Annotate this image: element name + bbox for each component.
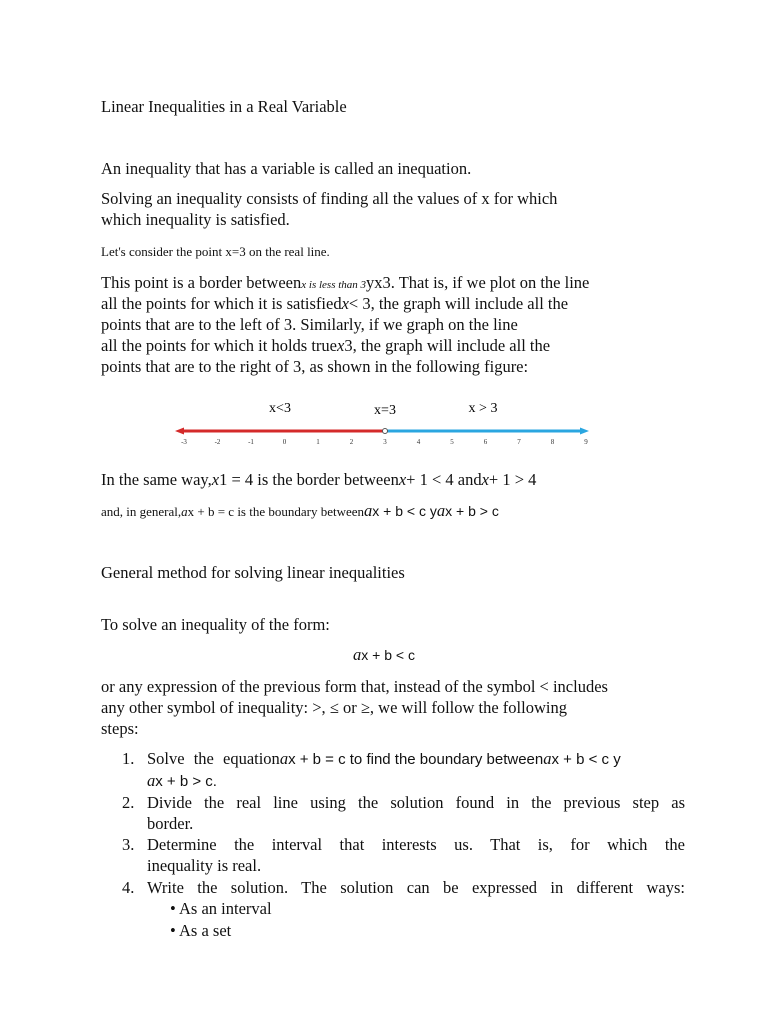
- text: all the points for which it holds true: [101, 336, 338, 355]
- inequality-form: [0, 645, 768, 665]
- paragraph-border-line3: points that are to the left of 3. Similarly, if we graph on the line: [101, 315, 518, 334]
- tick-label: 1: [316, 438, 320, 446]
- method-desc-line2: any other symbol of inequality: >, ≤ or ≥, we will follow the following: [101, 698, 567, 717]
- text: x + b = c is the boundary between: [187, 504, 365, 519]
- text: 3, the graph will include all the: [344, 336, 551, 355]
- method-intro: To solve an inequality of the form:: [101, 615, 330, 634]
- var-x: x: [398, 470, 407, 489]
- paragraph-general-boundary: [101, 500, 499, 522]
- var-a: a: [147, 771, 156, 790]
- method-desc-line3: steps:: [101, 719, 139, 738]
- paragraph-point: Let's consider the point x=3 on the real line.: [101, 244, 330, 259]
- label-x-less-3: x<3: [269, 401, 291, 416]
- step-number: 1.: [122, 749, 135, 768]
- boundary-point: [383, 429, 388, 434]
- label-x-eq-3: x=3: [374, 403, 396, 418]
- step-body: [147, 877, 685, 898]
- tick-label: 8: [550, 438, 555, 446]
- tick-label: 2: [349, 438, 354, 446]
- number-line-figure: [170, 395, 600, 447]
- var-a: a: [353, 645, 362, 664]
- var-a: a: [436, 501, 446, 520]
- paragraph-solving-line2: which inequality is satisfied.: [101, 210, 290, 229]
- label-x-greater-3: x > 3: [468, 401, 498, 416]
- step-body: [147, 792, 685, 834]
- var-x: x: [337, 336, 345, 355]
- var-a: a: [543, 749, 552, 768]
- tick-label: 6: [483, 438, 488, 446]
- text: + 1 > 4: [488, 470, 537, 489]
- step-line: Write the solution. The solution can be expressed in different ways:: [147, 878, 685, 897]
- text: x + b < c y: [372, 503, 437, 519]
- step-number: 4.: [122, 878, 135, 897]
- var-a: a: [279, 749, 289, 768]
- tick-label: 4: [416, 438, 421, 446]
- tick-label: -1: [248, 438, 254, 446]
- tick-label: 0: [282, 438, 287, 446]
- text: x + b < c: [361, 647, 415, 663]
- section-heading: General method for solving linear inequalities: [101, 563, 405, 582]
- paragraph-same-way: [101, 469, 536, 490]
- text: x + b > c.: [155, 773, 217, 790]
- step-body: [147, 748, 685, 792]
- text: + 1 < 4 and: [406, 470, 482, 489]
- tick-label: -2: [214, 438, 221, 446]
- tick-label: 9: [584, 438, 588, 446]
- tick-label: -3: [181, 438, 187, 446]
- right-arrow-head: [580, 428, 589, 435]
- paragraph-border-line2: [101, 293, 568, 314]
- page-title: Linear Inequalities in a Real Variable: [101, 97, 347, 116]
- text: Solve the equation: [147, 749, 280, 768]
- text: x + b > c: [445, 503, 499, 519]
- tick-label: 5: [450, 438, 454, 446]
- step-1: [122, 748, 685, 792]
- step-line: Determine the interval that interests us. That is, for which the: [147, 835, 685, 854]
- bullet-interval: • As an interval: [170, 899, 272, 918]
- step-3: [122, 834, 685, 876]
- step-number: 2.: [122, 793, 135, 812]
- text: In the same way,: [101, 470, 212, 489]
- step-2: [122, 792, 685, 834]
- paragraph-inequation: An inequality that has a variable is called an inequation.: [101, 159, 472, 178]
- paragraph-solving-line1: Solving an inequality consists of finding all the values of x for which: [101, 189, 558, 208]
- text: 1 = 4 is the border between: [219, 470, 399, 489]
- step-line: border.: [147, 814, 194, 833]
- bullet-set: • As a set: [170, 921, 232, 940]
- paragraph-border-line4: [101, 335, 550, 356]
- var-a: a: [364, 501, 373, 520]
- italic-inline: x is less than 3: [301, 279, 367, 291]
- tick-label: 3: [383, 438, 387, 446]
- var-x: x: [481, 470, 489, 489]
- step-number: 3.: [122, 835, 135, 854]
- var-x: x: [341, 294, 349, 313]
- var-a: a: [181, 504, 188, 519]
- text: yx3. That is, if we plot on the line: [366, 273, 590, 292]
- text: all the points for which it is satisfied: [101, 294, 342, 313]
- step-line: Divide the real line using the solution found in the previous step as: [147, 793, 685, 812]
- text: x + b < c y: [551, 751, 621, 768]
- step-body: [147, 834, 685, 876]
- text: < 3, the graph will include all the: [348, 294, 569, 313]
- paragraph-border-line5: points that are to the right of 3, as shown in the following figure:: [101, 357, 529, 376]
- step-line: inequality is real.: [147, 856, 262, 875]
- var-x: x: [211, 470, 220, 489]
- step-4: [122, 877, 685, 898]
- text: This point is a border between: [101, 273, 302, 292]
- tick-label: 7: [517, 438, 521, 446]
- text: x + b = c to find the boundary between: [288, 751, 544, 768]
- text: and, in general,: [101, 504, 182, 519]
- tick-labels: [181, 438, 588, 446]
- method-desc-line1: or any expression of the previous form that, instead of the symbol < includes: [101, 677, 608, 696]
